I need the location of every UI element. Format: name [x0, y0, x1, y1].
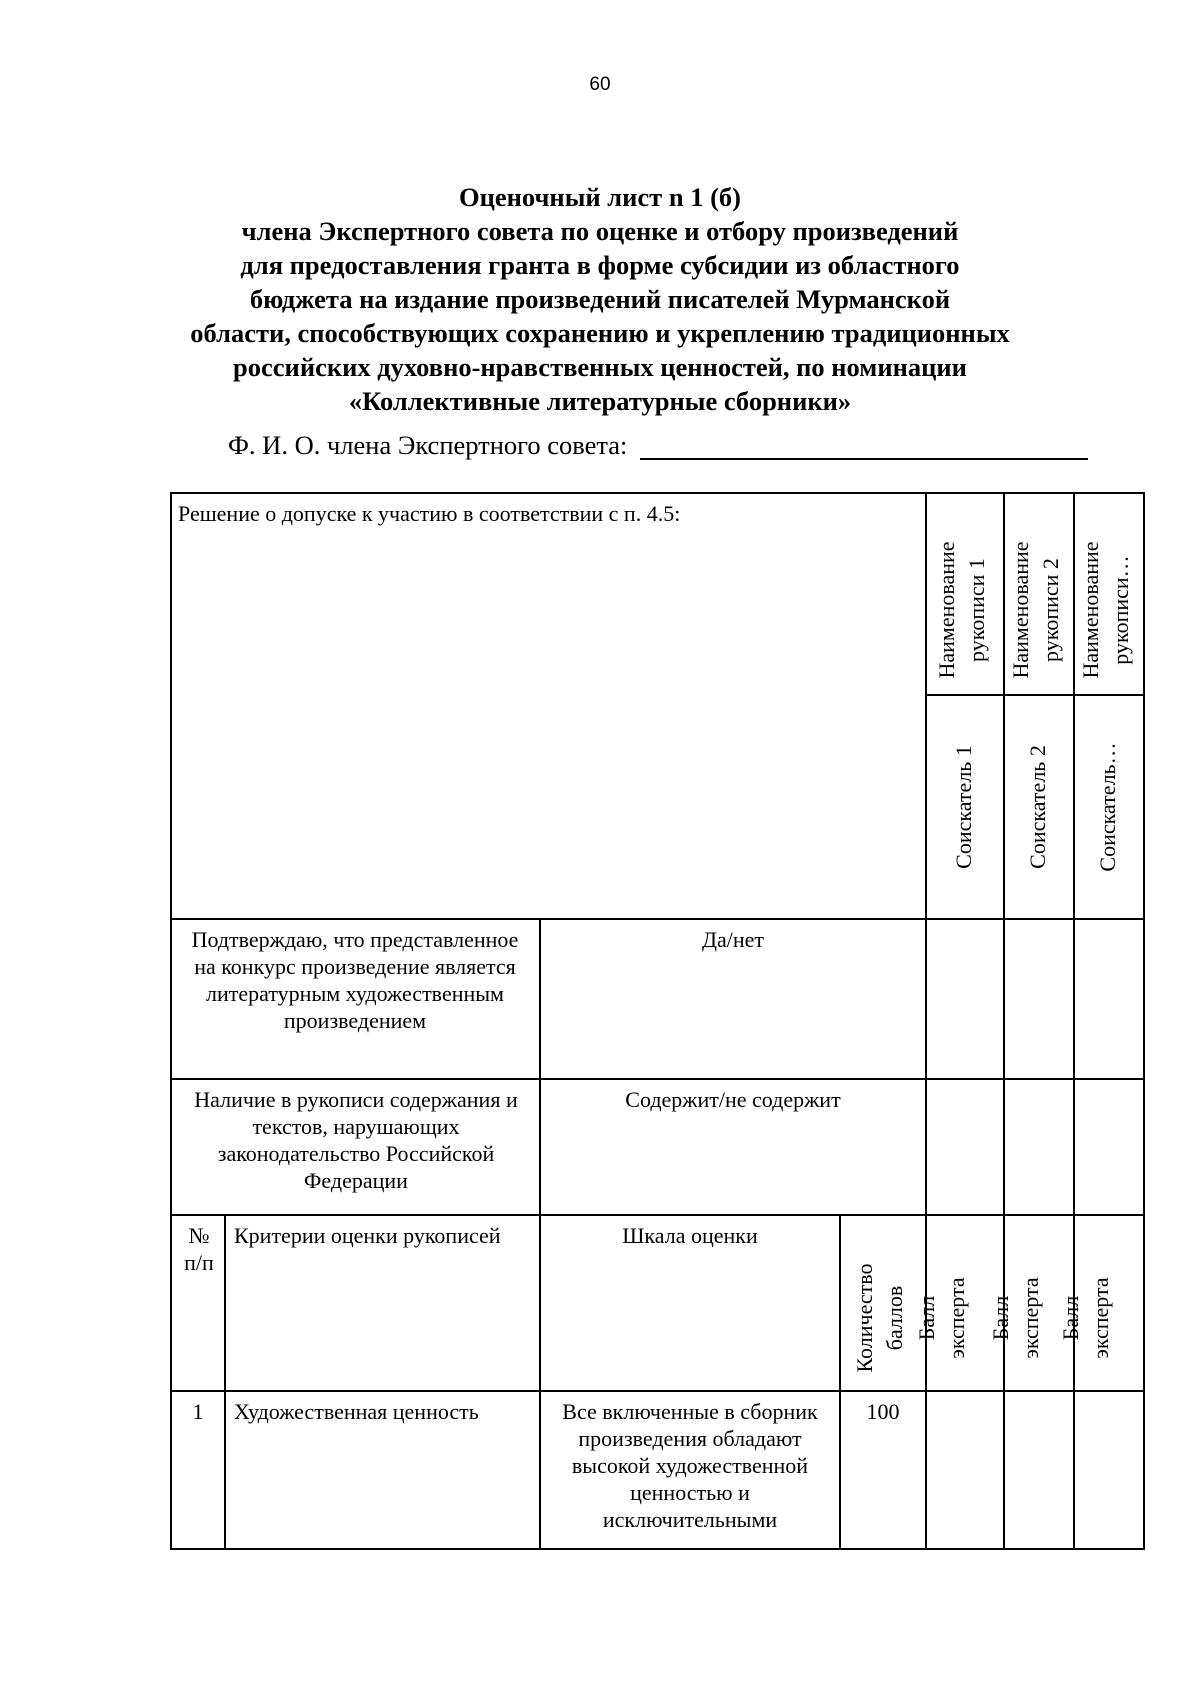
title-line: области, способствующих сохранению и укреплению традиционных [190, 318, 1010, 348]
title-line: «Коллективные литературные сборники» [348, 386, 852, 416]
row-number: 1 [192, 1399, 204, 1424]
applicant-1: Соискатель 1 [951, 745, 976, 869]
title-line: члена Экспертного совета по оценке и отбору произведений [241, 216, 959, 246]
expert-score-cell[interactable] [927, 1080, 1003, 1214]
content-value: Содержит/не содержит [625, 1087, 841, 1112]
expert-score-cell[interactable] [1075, 1080, 1143, 1214]
expert-score-cell[interactable] [1005, 920, 1073, 1078]
document-title [150, 180, 1050, 418]
table-rule [839, 1214, 841, 1550]
number-header: № п/п [184, 1223, 214, 1275]
applicant-3: Соискатель… [1095, 742, 1120, 872]
expert-score-cell[interactable] [1075, 920, 1143, 1078]
page-number: 60 [589, 74, 611, 95]
table-border-right [1143, 492, 1145, 1550]
expert-score-cell[interactable] [1005, 1392, 1073, 1548]
expert-name-row [228, 430, 1108, 461]
points-header: Количество баллов [852, 1263, 907, 1373]
confirm-value: Да/нет [701, 927, 765, 952]
row-criterion: Художественная ценность [234, 1399, 479, 1424]
title-line: российских духовно-нравственных ценностей, по номинации [233, 352, 967, 382]
title-line: бюджета на издание произведений писателей Мурманской [249, 284, 951, 314]
expert-score-cell[interactable] [927, 1392, 1003, 1548]
row-points: 100 [866, 1399, 900, 1424]
expert-score-cell[interactable] [1075, 1392, 1143, 1548]
admission-header: Решение о допуске к участию в соответствии с п. 4.5: [178, 501, 681, 526]
manuscript-name-3: Наименование рукописи… [1078, 541, 1133, 679]
manuscript-name-2: Наименование рукописи 2 [1008, 541, 1063, 679]
table-border-bottom [170, 1548, 1145, 1550]
manuscript-name-1: Наименование рукописи 1 [934, 541, 989, 679]
applicant-2: Соискатель 2 [1025, 745, 1050, 869]
title-line: для предоставления гранта в форме субсидии из областного [240, 250, 960, 280]
row-scale: Все включенные в сборник произведения обладают высокой художественной ценностью и исключительными [562, 1399, 818, 1532]
expert-score-cell[interactable] [927, 920, 1003, 1078]
title-line: Оценочный лист n 1 (б) [459, 182, 741, 212]
criteria-header: Критерии оценки рукописей [234, 1223, 501, 1248]
table-rule [224, 1214, 226, 1550]
expert-score-header-3: Балл эксперта [1058, 1277, 1113, 1359]
confirm-label: Подтверждаю, что представленное на конкурс произведение является литературным художественным произведением [191, 927, 519, 1033]
expert-name-blank-line[interactable] [640, 458, 1088, 460]
expert-name-label: Ф. И. О. члена Экспертного совета: [228, 430, 628, 460]
expert-score-header-1: Балл эксперта [914, 1277, 969, 1359]
expert-score-header-2: Балл эксперта [988, 1277, 1043, 1359]
scale-header: Шкала оценки [622, 1223, 758, 1248]
expert-score-cell[interactable] [1005, 1080, 1073, 1214]
evaluation-table [170, 492, 1145, 1550]
content-label: Наличие в рукописи содержания и текстов, нарушающих законодательство Российской Федерации [194, 1087, 518, 1193]
